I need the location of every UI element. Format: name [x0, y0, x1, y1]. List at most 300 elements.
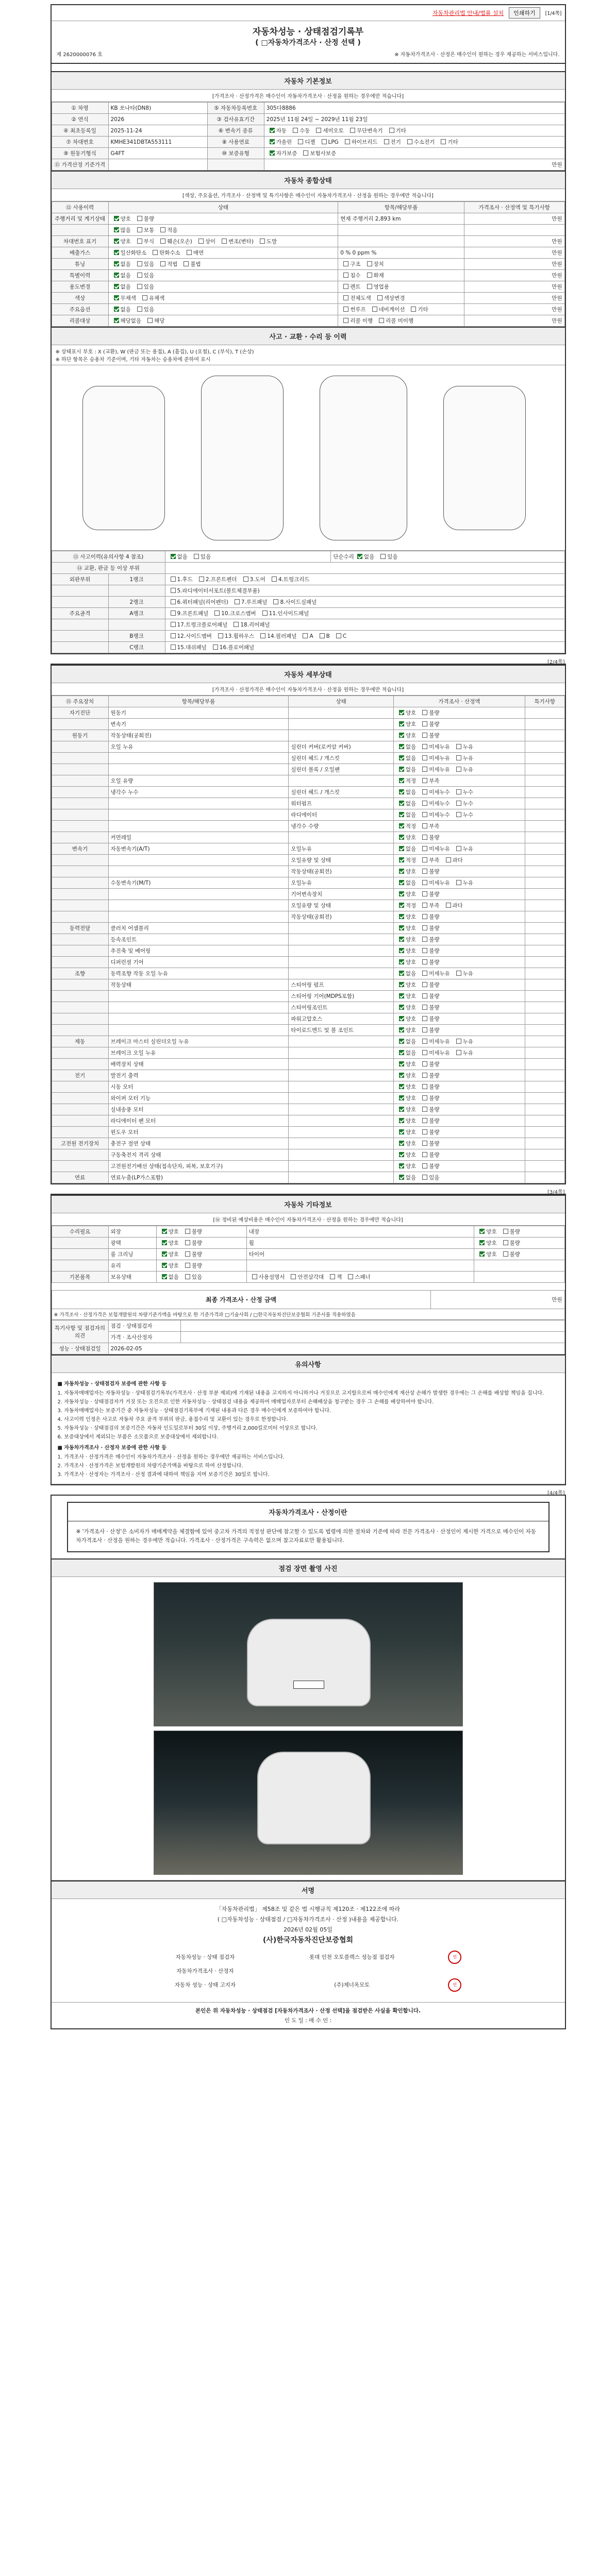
signer-3-label: 자동차 성능 · 상태 고지자	[174, 1982, 236, 1988]
detail-price	[525, 741, 564, 753]
checkbox[interactable]	[262, 611, 268, 616]
checkbox[interactable]	[422, 971, 427, 976]
checkbox[interactable]	[184, 261, 189, 266]
checkbox[interactable]	[503, 1229, 508, 1234]
checkbox[interactable]	[399, 914, 404, 919]
document-title	[52, 21, 565, 64]
checkbox[interactable]	[422, 993, 427, 998]
checkbox[interactable]	[422, 1084, 427, 1089]
checkbox[interactable]	[399, 880, 404, 885]
checkbox[interactable]	[185, 1263, 190, 1268]
checkbox[interactable]	[160, 227, 165, 232]
checkbox[interactable]	[399, 959, 404, 964]
checkbox[interactable]	[147, 318, 153, 323]
overall-price: 만원	[464, 236, 564, 247]
checkbox[interactable]	[399, 1095, 404, 1100]
checkbox[interactable]	[389, 128, 394, 133]
checkbox[interactable]	[446, 857, 451, 862]
checkbox[interactable]	[114, 318, 119, 323]
checkbox[interactable]	[422, 937, 427, 942]
signer-2-value	[267, 1965, 437, 1977]
checkbox[interactable]	[422, 767, 427, 772]
checkbox[interactable]	[343, 273, 348, 278]
detail-sub: 실린더 헤드 / 개스킷	[289, 787, 394, 798]
overall-col-header: 항목/해당부품	[338, 202, 464, 213]
other-status-2: 양호 불량	[474, 1238, 564, 1249]
accident-group	[52, 631, 108, 642]
signature-heading: 서명	[52, 1880, 565, 1899]
checkbox[interactable]	[171, 633, 176, 638]
checkbox[interactable]	[399, 1141, 404, 1146]
checkbox[interactable]	[422, 1175, 427, 1180]
checkbox[interactable]	[399, 982, 404, 987]
checkbox[interactable]	[422, 1050, 427, 1055]
checkbox[interactable]	[422, 903, 427, 908]
signature-line-1: 「자동차관리법」 제58조 및 같은 법 시행규칙 제120조 · 제122조에 따라	[215, 1906, 401, 1912]
inspector-sig2: 가격 · 조사산정자	[108, 1332, 180, 1343]
checkbox[interactable]	[234, 622, 239, 627]
signer-2-label: 자동차가격조사 · 산정자	[176, 1968, 234, 1974]
detail-sub: 작동상태(공회전)	[289, 911, 394, 923]
detail-price	[525, 1047, 564, 1059]
checkbox[interactable]	[399, 823, 404, 828]
checkbox[interactable]	[422, 789, 427, 794]
checkbox[interactable]	[137, 307, 142, 312]
checkbox[interactable]	[218, 633, 223, 638]
detail-row	[52, 843, 564, 855]
checkbox[interactable]	[114, 250, 119, 255]
checkbox[interactable]	[114, 284, 119, 289]
checkbox[interactable]	[422, 721, 427, 726]
checkbox[interactable]	[399, 1084, 404, 1089]
checkbox[interactable]	[343, 295, 348, 300]
law-guide-link[interactable]: 자동차관리법 안내/법률 설치	[432, 10, 504, 16]
detail-price	[525, 1161, 564, 1172]
page-number-3: [3/4쪽]	[547, 1190, 565, 1195]
checkbox[interactable]	[399, 1152, 404, 1157]
checkbox[interactable]	[399, 925, 404, 930]
car-diagram-right	[443, 386, 526, 530]
checkbox[interactable]	[422, 959, 427, 964]
checkbox[interactable]	[293, 128, 298, 133]
checkbox[interactable]	[252, 1274, 257, 1279]
checkbox[interactable]	[322, 139, 327, 144]
overall-status: 일산화탄소 탄화수소 매연	[108, 247, 338, 259]
detail-device	[52, 1115, 108, 1127]
checkbox[interactable]	[422, 1118, 427, 1123]
checkbox[interactable]	[171, 622, 176, 627]
detail-status: 양호 불량	[393, 1081, 525, 1093]
checkbox[interactable]	[343, 261, 348, 266]
checkbox[interactable]	[503, 1251, 508, 1257]
checkbox[interactable]	[114, 261, 119, 266]
checkbox[interactable]	[137, 273, 142, 278]
detail-status: 없음 미세누유 누유	[393, 843, 525, 855]
overall-status: 무채색 유채색	[108, 293, 338, 304]
checkbox[interactable]	[422, 778, 427, 783]
checkbox[interactable]	[160, 261, 165, 266]
checkbox[interactable]	[446, 903, 451, 908]
checkbox[interactable]	[399, 1107, 404, 1112]
checkbox[interactable]	[503, 1240, 508, 1245]
notes-heading: 유의사항	[52, 1354, 565, 1373]
checkbox[interactable]	[422, 1163, 427, 1168]
checkbox[interactable]	[399, 1050, 404, 1055]
detail-sub: 기어변속장치	[289, 889, 394, 900]
detail-status: 양호 불량	[393, 1059, 525, 1070]
checkbox[interactable]	[399, 721, 404, 726]
checkbox[interactable]	[456, 971, 461, 976]
checkbox[interactable]	[456, 744, 461, 749]
checkbox[interactable]	[399, 891, 404, 896]
note-paragraph: 4. 사고이력 인정은 사고로 자동차 주요 골격 부위의 판금, 용접수리 및 교환이 있는 경우로 한정합니다.	[57, 1417, 288, 1422]
overall-price: 만원	[464, 293, 564, 304]
checkbox[interactable]	[456, 1039, 461, 1044]
detail-status: 양호 불량	[393, 1093, 525, 1104]
checkbox[interactable]	[114, 273, 119, 278]
detail-sub: 타이로드엔드 및 볼 조인트	[289, 1025, 394, 1036]
checkbox[interactable]	[456, 1050, 461, 1055]
checkbox[interactable]	[291, 1274, 296, 1279]
accident-rank	[108, 585, 165, 597]
checkbox[interactable]	[422, 1005, 427, 1010]
checkbox[interactable]	[114, 307, 119, 312]
checkbox[interactable]	[399, 1061, 404, 1066]
checkbox[interactable]	[407, 139, 412, 144]
checkbox[interactable]	[479, 1251, 485, 1257]
accident-rank: A랭크	[108, 608, 165, 619]
detail-status: 양호 불량	[393, 1013, 525, 1025]
detail-item: 브레이크 마스터 실린더오일 누유	[108, 1036, 289, 1047]
checkbox[interactable]	[399, 1175, 404, 1180]
checkbox[interactable]	[399, 993, 404, 998]
checkbox[interactable]	[384, 139, 389, 144]
checkbox[interactable]	[343, 318, 348, 323]
basic-label-2: ③ 검사유효기간	[207, 114, 264, 125]
checkbox[interactable]	[273, 599, 278, 604]
checkbox[interactable]	[162, 1251, 167, 1257]
basic-label: ④ 최초등록일	[52, 125, 108, 137]
checkbox[interactable]	[422, 823, 427, 828]
detail-item: 동력조향 작동 오일 누유	[108, 968, 289, 979]
checkbox[interactable]	[185, 1229, 190, 1234]
checkbox[interactable]	[171, 645, 176, 650]
checkbox[interactable]	[260, 239, 265, 244]
accident-q1: ⑬ 사고이력(유의사항 4 참조)	[52, 551, 165, 563]
detail-sub	[289, 730, 394, 741]
detail-row	[52, 764, 564, 775]
checkbox[interactable]	[422, 857, 427, 862]
checkbox[interactable]	[422, 880, 427, 885]
checkbox[interactable]	[399, 857, 404, 862]
checkbox[interactable]	[162, 1274, 167, 1279]
stamp-icon: 인	[448, 1951, 461, 1964]
checkbox[interactable]	[171, 611, 176, 616]
other-row	[52, 1226, 564, 1238]
checkbox[interactable]	[422, 1039, 427, 1044]
accident-parts: 15.대쉬패널 16.플로어패널	[165, 642, 564, 653]
detail-row	[52, 1036, 564, 1047]
checkbox[interactable]	[153, 250, 158, 255]
checkbox[interactable]	[303, 150, 308, 156]
detail-sub	[289, 1149, 394, 1161]
checkbox[interactable]	[260, 633, 265, 638]
checkbox[interactable]	[187, 250, 192, 255]
notice-box	[67, 1502, 550, 1552]
checkbox[interactable]	[380, 554, 386, 559]
detail-price	[525, 968, 564, 979]
detail-item: 실내송풍 모터	[108, 1104, 289, 1115]
checkbox[interactable]	[270, 139, 275, 144]
checkbox[interactable]	[411, 307, 416, 312]
checkbox[interactable]	[399, 1005, 404, 1010]
checkbox[interactable]	[343, 284, 348, 289]
inspection-photo-front	[154, 1582, 463, 1726]
checkbox[interactable]	[377, 295, 382, 300]
checkbox[interactable]	[399, 869, 404, 874]
checkbox[interactable]	[422, 1141, 427, 1146]
detail-price	[525, 979, 564, 991]
checkbox[interactable]	[399, 744, 404, 749]
checkbox[interactable]	[270, 150, 275, 156]
checkbox[interactable]	[479, 1240, 485, 1245]
checkbox[interactable]	[171, 588, 176, 593]
checkbox[interactable]	[479, 1229, 485, 1234]
detail-price	[525, 753, 564, 764]
checkbox[interactable]	[137, 216, 142, 221]
checkbox[interactable]	[137, 227, 142, 232]
detail-sub: 작동상태(공회전)	[289, 866, 394, 877]
overall-item: 침수 화재	[338, 270, 464, 281]
checkbox[interactable]	[422, 755, 427, 760]
checkbox[interactable]	[422, 801, 427, 806]
detail-status: 적정 부족	[393, 821, 525, 832]
checkbox[interactable]	[422, 846, 427, 851]
overall-price: 만원	[464, 315, 564, 327]
checkbox[interactable]	[185, 1240, 190, 1245]
detail-price	[525, 730, 564, 741]
checkbox[interactable]	[137, 239, 142, 244]
accident-table	[52, 551, 565, 653]
checkbox[interactable]	[235, 599, 240, 604]
detail-device	[52, 1047, 108, 1059]
checkbox[interactable]	[270, 128, 275, 133]
checkbox[interactable]	[456, 812, 461, 817]
checkbox[interactable]	[422, 891, 427, 896]
print-button[interactable]: 인쇄하기	[509, 7, 540, 19]
overall-price: 만원	[464, 213, 564, 225]
detail-sub	[289, 1172, 394, 1183]
checkbox[interactable]	[350, 128, 355, 133]
detail-status: 없음 미세누유 누유	[393, 1036, 525, 1047]
checkbox[interactable]	[336, 633, 341, 638]
checkbox[interactable]	[171, 554, 176, 559]
note-paragraph: 2. 자동차성능 · 상태점검자가 거짓 또는 오진으로 인한 자동차성능 · 상태점검 내용을 제공하여 매매업자로부터 손해배상을 청구받는 경우 그 손해를 배상하여야 합니다.	[57, 1399, 434, 1405]
detail-row	[52, 991, 564, 1002]
checkbox[interactable]	[422, 1027, 427, 1032]
detail-sub	[289, 1127, 394, 1138]
checkbox[interactable]	[422, 733, 427, 738]
detail-row	[52, 1081, 564, 1093]
confirmation-delivery: 인 도 일 : 매 수 인 :	[284, 2018, 332, 2024]
checkbox[interactable]	[320, 633, 325, 638]
checkbox[interactable]	[422, 1152, 427, 1157]
checkbox[interactable]	[399, 835, 404, 840]
checkbox[interactable]	[399, 1027, 404, 1032]
checkbox[interactable]	[456, 755, 461, 760]
overall-row	[52, 236, 564, 247]
checkbox[interactable]	[399, 801, 404, 806]
other-item: 보유상태	[108, 1272, 156, 1283]
overall-label: 튜닝	[52, 259, 108, 270]
checkbox[interactable]	[194, 554, 199, 559]
checkbox[interactable]	[422, 948, 427, 953]
confirmation-text: 본인은 위 자동차성능 · 상태점검 [자동차가격조사 · 산정 선택]을 점검받은 사실을 확인합니다.	[195, 2008, 421, 2014]
checkbox[interactable]	[399, 971, 404, 976]
checkbox[interactable]	[422, 812, 427, 817]
checkbox[interactable]	[399, 937, 404, 942]
checkbox[interactable]	[456, 801, 461, 806]
checkbox[interactable]	[367, 284, 372, 289]
checkbox[interactable]	[137, 261, 142, 266]
checkbox[interactable]	[422, 710, 427, 715]
checkbox[interactable]	[372, 307, 377, 312]
checkbox[interactable]	[399, 778, 404, 783]
checkbox[interactable]	[298, 139, 303, 144]
checkbox[interactable]	[214, 611, 220, 616]
detail-sub: 실린더 커버(로커암 커버)	[289, 741, 394, 753]
checkbox[interactable]	[422, 1095, 427, 1100]
checkbox[interactable]	[114, 295, 119, 300]
checkbox[interactable]	[367, 273, 372, 278]
checkbox[interactable]	[422, 869, 427, 874]
checkbox[interactable]	[422, 1073, 427, 1078]
detail-price	[525, 889, 564, 900]
checkbox[interactable]	[456, 789, 461, 794]
checkbox[interactable]	[199, 577, 204, 582]
detail-status: 없음 있음	[393, 1172, 525, 1183]
checkbox[interactable]	[367, 261, 372, 266]
checkbox[interactable]	[222, 239, 227, 244]
checkbox[interactable]	[399, 1039, 404, 1044]
checkbox[interactable]	[422, 1107, 427, 1112]
checkbox[interactable]	[422, 1129, 427, 1134]
detail-item	[108, 1013, 289, 1025]
detail-price	[525, 934, 564, 945]
checkbox[interactable]	[422, 1016, 427, 1021]
checkbox[interactable]	[185, 1251, 190, 1257]
checkbox[interactable]	[348, 1274, 353, 1279]
signer-1-label: 자동차성능 · 상태 점검자	[175, 1954, 235, 1960]
checkbox[interactable]	[399, 767, 404, 772]
checkbox[interactable]	[198, 239, 204, 244]
checkbox[interactable]	[343, 307, 348, 312]
detail-status: 양호 불량	[393, 911, 525, 923]
detail-device	[52, 855, 108, 866]
car-diagram-frame	[320, 376, 407, 540]
checkbox[interactable]	[422, 1061, 427, 1066]
checkbox[interactable]	[330, 1274, 335, 1279]
checkbox[interactable]	[456, 880, 461, 885]
checkbox[interactable]	[137, 284, 142, 289]
page-number-2: [2/4쪽]	[547, 659, 565, 665]
checkbox[interactable]	[399, 1129, 404, 1134]
detail-status: 적정 부족 과다	[393, 855, 525, 866]
overall-row	[52, 270, 564, 281]
checkbox[interactable]	[114, 227, 119, 232]
detail-price	[525, 911, 564, 923]
checkbox[interactable]	[114, 216, 119, 221]
detail-status: 없음 미세누유 누유	[393, 764, 525, 775]
checkbox[interactable]	[379, 318, 384, 323]
detail-col-header: 상태	[289, 696, 394, 707]
checkbox[interactable]	[357, 554, 362, 559]
detail-row	[52, 787, 564, 798]
checkbox[interactable]	[213, 645, 218, 650]
checkbox[interactable]	[399, 1118, 404, 1123]
checkbox[interactable]	[142, 295, 147, 300]
checkbox[interactable]	[162, 1240, 167, 1245]
checkbox[interactable]	[316, 128, 321, 133]
detail-device: 고전원 전기장치	[52, 1138, 108, 1149]
checkbox[interactable]	[399, 710, 404, 715]
checkbox[interactable]	[160, 239, 165, 244]
checkbox[interactable]	[399, 846, 404, 851]
checkbox[interactable]	[456, 846, 461, 851]
inspector-sig1: 점검 · 상태점검자	[108, 1320, 180, 1332]
checkbox[interactable]	[422, 835, 427, 840]
detail-price	[525, 900, 564, 911]
checkbox[interactable]	[399, 1016, 404, 1021]
checkbox[interactable]	[399, 733, 404, 738]
checkbox[interactable]	[303, 633, 308, 638]
page-4	[51, 1490, 566, 2029]
detail-item: 디퍼런셜 기어	[108, 957, 289, 968]
detail-device	[52, 775, 108, 787]
checkbox[interactable]	[399, 812, 404, 817]
checkbox[interactable]	[399, 1073, 404, 1078]
overall-item: 리콜 이행 리콜 미이행	[338, 315, 464, 327]
checkbox[interactable]	[399, 1163, 404, 1168]
checkbox[interactable]	[171, 599, 176, 604]
detail-item	[108, 991, 289, 1002]
basic-value: 2026	[108, 114, 207, 125]
accident-rank	[108, 619, 165, 631]
checkbox[interactable]	[243, 577, 248, 582]
checkbox[interactable]	[162, 1229, 167, 1234]
accident-parts: 12.사이드멤버 13.휠하우스 14.필러패널 A B C	[165, 631, 564, 642]
detail-device	[52, 877, 108, 889]
other-item-2: 사용설명서 안전삼각대 잭 스패너	[246, 1272, 474, 1283]
checkbox[interactable]	[114, 239, 119, 244]
checkbox[interactable]	[456, 767, 461, 772]
checkbox[interactable]	[441, 139, 446, 144]
checkbox[interactable]	[422, 744, 427, 749]
checkbox[interactable]	[171, 577, 176, 582]
checkbox[interactable]	[422, 982, 427, 987]
checkbox[interactable]	[162, 1263, 167, 1268]
checkbox[interactable]	[399, 755, 404, 760]
checkbox[interactable]	[272, 577, 277, 582]
checkbox[interactable]	[185, 1274, 190, 1279]
car-front-image	[247, 1619, 371, 1706]
checkbox[interactable]	[345, 139, 350, 144]
checkbox[interactable]	[399, 903, 404, 908]
checkbox[interactable]	[399, 789, 404, 794]
checkbox[interactable]	[422, 914, 427, 919]
checkbox[interactable]	[422, 925, 427, 930]
checkbox[interactable]	[399, 948, 404, 953]
